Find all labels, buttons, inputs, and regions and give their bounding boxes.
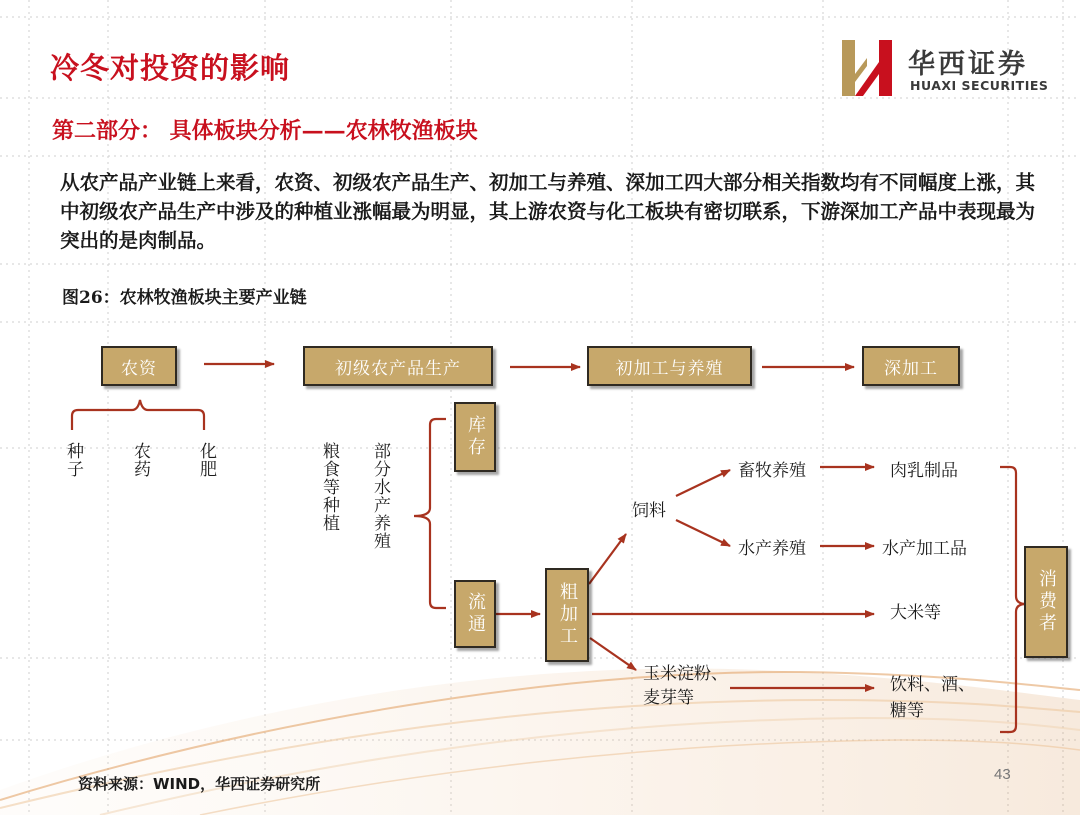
box-nongzi: 农资	[101, 346, 177, 386]
label-shuichan: 水产养殖	[738, 539, 806, 559]
box-cujiagong: 粗加工	[545, 568, 589, 662]
product-shuichanjiagong: 水产加工品	[882, 539, 967, 559]
label-yumi: 玉米淀粉、麦芽等	[643, 664, 728, 708]
arrow-cujiagong-to-siliao	[589, 534, 626, 584]
page-title: 冷冬对投资的影响	[50, 51, 291, 85]
arrow-cujiagong-to-yumi	[590, 638, 636, 670]
box-xiaofeizhe: 消费者	[1024, 546, 1068, 658]
input-nongyao: 农药	[130, 442, 150, 478]
logo-english-name: HUAXI SECURITIES	[910, 78, 1049, 93]
logo-chinese-name: 华西证券	[908, 49, 1028, 80]
label-siliao: 饲料	[632, 501, 666, 521]
arrow-siliao-to-xumu	[676, 470, 730, 496]
product-yinliao: 饮料、酒、糖等	[890, 675, 975, 721]
input-huafei: 化肥	[196, 442, 216, 478]
arrow-siliao-to-shuichan	[676, 520, 730, 546]
crop-aquaculture: 部分水产养殖	[370, 442, 390, 550]
brace-storage-circulation	[414, 419, 446, 608]
box-kucun: 库存	[454, 402, 496, 472]
brace-inputs	[72, 400, 204, 430]
product-dami: 大米等	[890, 603, 941, 623]
crop-grain: 粮食等种植	[319, 442, 339, 532]
source-note: 资料来源：WIND，华西证券研究所	[78, 775, 321, 793]
section-subtitle: 第二部分： 具体板块分析——农林牧渔板块	[52, 118, 478, 144]
input-zhongzi: 种子	[63, 442, 83, 478]
label-xumu: 畜牧养殖	[738, 461, 806, 481]
brace-consumer	[1000, 467, 1026, 732]
box-chujiagong: 初加工与养殖	[587, 346, 752, 386]
summary-paragraph: 从农产品产业链上来看，农资、初级农产品生产、初加工与养殖、深加工四大部分相关指数均有不同幅度上涨，其中初级农产品生产中涉及的种植业涨幅最为明显，其上游农资与化工板块有密切联系，下游深加工产品中表现最为突出的是肉制品。	[60, 171, 1036, 252]
product-rouru: 肉乳制品	[890, 461, 958, 481]
figure-caption: 图26：农林牧渔板块主要产业链	[62, 288, 307, 308]
box-chuji: 初级农产品生产	[303, 346, 493, 386]
box-shenjiagong: 深加工	[862, 346, 960, 386]
box-liutong: 流通	[454, 580, 496, 648]
page-number: 43	[994, 766, 1011, 783]
